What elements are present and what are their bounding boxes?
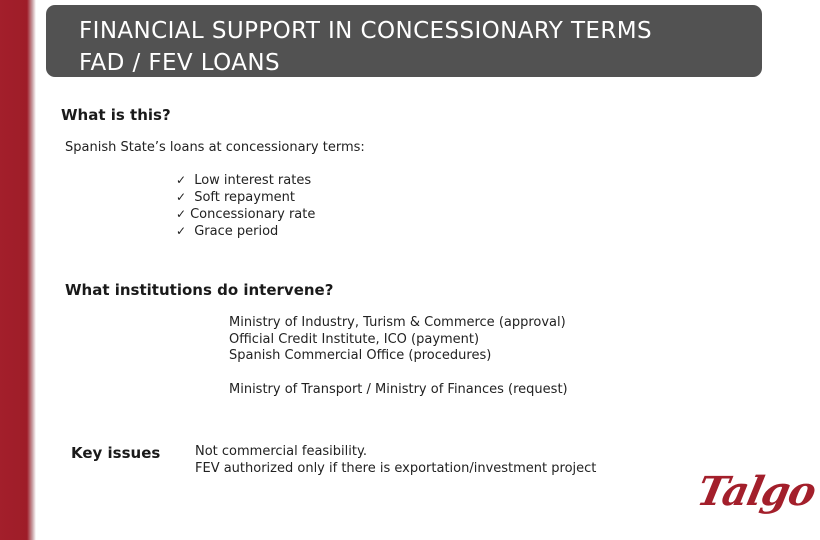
list-item-label: Low interest rates [190,173,312,188]
section-what-intro: Spanish State’s loans at concessionary terms: [65,140,365,155]
institution-line-extra: Ministry of Transport / Ministry of Finances (request) [229,382,568,397]
check-icon: ✓ [176,190,187,204]
key-issue-line: Not commercial feasibility. [195,444,367,459]
check-icon: ✓ [176,224,187,238]
benefits-list [176,172,315,240]
check-icon: ✓ [176,173,187,187]
check-icon: ✓ [176,207,187,221]
list-item-label: Soft repayment [190,190,295,205]
key-issue-line: FEV authorized only if there is exportation/investment project [195,461,597,476]
left-accent-bar [0,0,36,540]
section-institutions-heading: What institutions do intervene? [65,281,334,299]
title-line-2: FAD / FEV LOANS [79,50,280,76]
list-item-label: Grace period [190,224,279,239]
section-what-heading: What is this? [61,106,171,124]
list-item [176,223,315,240]
title-line-1: FINANCIAL SUPPORT IN CONCESSIONARY TERMS [79,18,652,44]
list-item-label: Concessionary rate [190,207,316,222]
list-item [176,189,315,206]
talgo-logo: Talgo [693,468,820,515]
section-key-issues-heading: Key issues [71,444,161,462]
institution-line: Ministry of Industry, Turism & Commerce (approval) [229,315,566,330]
list-item [176,206,315,223]
institution-line: Official Credit Institute, ICO (payment) [229,332,480,347]
institution-line: Spanish Commercial Office (procedures) [229,348,492,363]
list-item [176,172,315,189]
